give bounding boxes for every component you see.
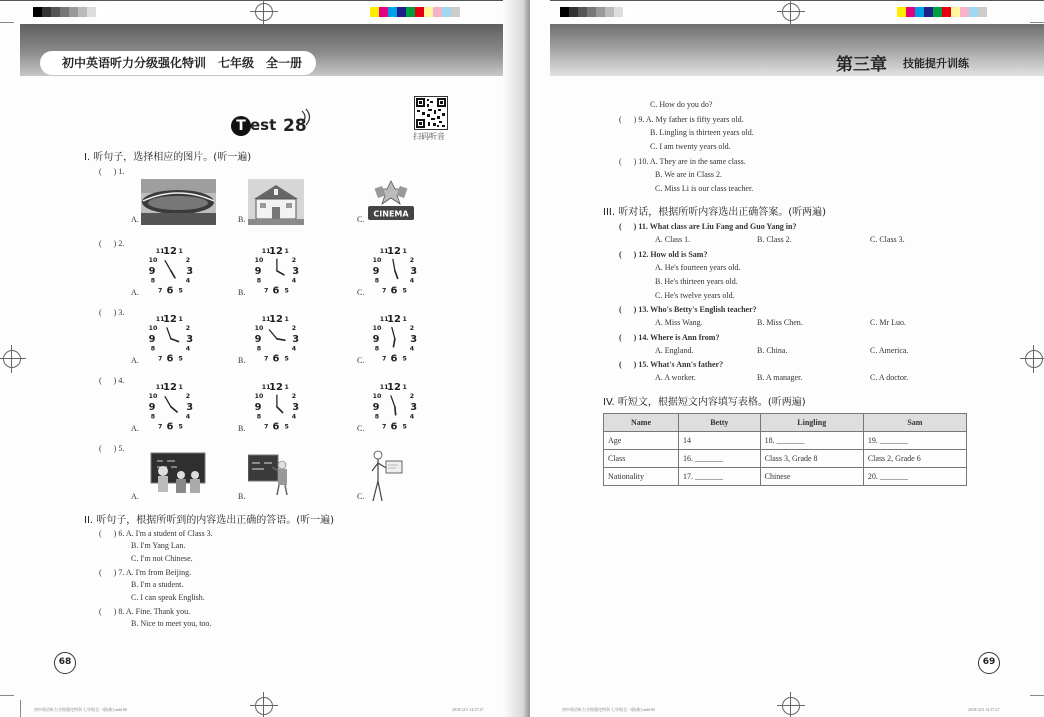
qr-code-icon[interactable] — [414, 96, 448, 130]
question-13-option-b: B. Miss Chen. — [757, 318, 803, 327]
option-a: A. — [131, 215, 139, 224]
clock-number: 9 — [148, 333, 156, 345]
clock-number: 6 — [166, 285, 174, 295]
registration-mark — [3, 350, 21, 368]
question-11-option-b: B. Class 2. — [757, 235, 792, 244]
color-swatch — [406, 7, 415, 17]
color-swatch — [906, 7, 915, 17]
registration-mark — [255, 3, 273, 21]
table-cell: Class 2, Grade 6 — [863, 450, 966, 468]
option-b: B. — [238, 356, 246, 365]
clock-number: 12 — [163, 246, 177, 258]
question-14: ( ) 14. Where is Ann from? — [619, 333, 720, 342]
color-swatch — [924, 7, 933, 17]
clock-face — [140, 243, 200, 295]
question-12-option-a: A. He's fourteen years old. — [655, 263, 741, 272]
clock-number: 8 — [374, 345, 380, 353]
clock-number: 5 — [284, 287, 289, 295]
clock-hand — [171, 339, 179, 342]
question-15: ( ) 15. What's Ann's father? — [619, 360, 724, 369]
question-12-option-b: B. He's thirteen years old. — [655, 277, 738, 286]
color-swatch — [578, 7, 587, 17]
color-swatch — [388, 7, 397, 17]
clock-number: 4 — [185, 277, 191, 285]
clock-number: 9 — [372, 265, 380, 277]
table-cell: Class 3, Grade 8 — [760, 450, 863, 468]
clock-number: 7 — [381, 355, 387, 363]
trim-line — [0, 0, 503, 1]
clock-number: 3 — [292, 265, 300, 277]
clock-number: 6 — [272, 353, 280, 363]
clock-number: 6 — [272, 285, 280, 295]
clock-number: 12 — [269, 382, 283, 394]
question-11-option-a: A. Class 1. — [655, 235, 691, 244]
clock-number: 8 — [374, 277, 380, 285]
school-building-image — [248, 179, 304, 225]
clock-number: 1 — [284, 316, 289, 324]
question-11-option-c: C. Class 3. — [870, 235, 905, 244]
clock-number: 12 — [163, 382, 177, 394]
option-c: C. — [357, 215, 365, 224]
clock-number: 9 — [148, 265, 156, 277]
color-swatch — [424, 7, 433, 17]
table-cell[interactable]: 17. _______ — [679, 468, 761, 486]
clock-number: 10 — [254, 393, 264, 401]
table-cell: Age — [604, 432, 679, 450]
clock-number: 11 — [155, 384, 165, 392]
clock-hand — [269, 330, 276, 339]
question-8: ( ) 8. A. Fine. Thank you. — [99, 607, 191, 616]
page-number: 68 — [54, 652, 76, 674]
clock-number: 12 — [387, 246, 401, 258]
clock-number: 10 — [254, 257, 264, 265]
color-swatch — [442, 7, 451, 17]
option-c: C. — [357, 424, 365, 433]
question-3: ( ) 3. — [99, 308, 125, 317]
clock-number: 2 — [185, 325, 191, 333]
table-header: Lingling — [760, 414, 863, 432]
clock-number: 6 — [390, 285, 398, 295]
clock-number: 5 — [178, 355, 183, 363]
clock-number: 4 — [185, 345, 191, 353]
question-15-option-a: A. A worker. — [655, 373, 696, 382]
question-2: ( ) 2. — [99, 239, 125, 248]
clock-number: 2 — [291, 393, 297, 401]
option-a: A. — [131, 356, 139, 365]
registration-mark — [255, 697, 273, 715]
color-swatch — [587, 7, 596, 17]
registration-mark — [782, 3, 800, 21]
color-swatch — [951, 7, 960, 17]
table-cell: 14 — [679, 432, 761, 450]
clock-number: 3 — [186, 265, 194, 277]
book-title: 初中英语听力分级强化特训 七年级 全一册 — [40, 51, 316, 75]
clock-number: 12 — [163, 314, 177, 326]
question-10-option-b: B. We are in Class 2. — [655, 170, 722, 179]
clock-number: 5 — [402, 287, 407, 295]
question-13-option-a: A. Miss Wang. — [655, 318, 703, 327]
page-number: 69 — [978, 652, 1000, 674]
color-swatch — [614, 7, 623, 17]
clock-number: 3 — [292, 401, 300, 413]
footer-date: 2018/12/3 14:37:27 — [968, 707, 1000, 712]
clock-number: 1 — [284, 248, 289, 256]
trim-line — [550, 0, 1044, 1]
clock-number: 10 — [372, 325, 382, 333]
registration-mark — [782, 697, 800, 715]
color-bar — [897, 7, 987, 17]
question-7-option-c: C. I can speak English. — [131, 593, 205, 602]
clock-number: 1 — [402, 384, 407, 392]
table-header-row — [604, 414, 967, 432]
clock-number: 7 — [157, 423, 163, 431]
option-c: C. — [357, 492, 365, 501]
clock-number: 4 — [291, 277, 297, 285]
section-3-heading: III. 听对话，根据所听内容选出正确答案。(听两遍) — [603, 207, 827, 218]
option-b: B. — [238, 288, 246, 297]
clock-number: 11 — [379, 316, 389, 324]
color-swatch — [969, 7, 978, 17]
clock-number: 9 — [254, 333, 262, 345]
clock-number: 4 — [291, 345, 297, 353]
option-a: A. — [131, 288, 139, 297]
clock-hand — [393, 339, 394, 347]
question-9-option-c: C. I am twenty years old. — [650, 142, 731, 151]
clock-face — [364, 311, 424, 363]
clock-number: 4 — [409, 277, 415, 285]
question-13: ( ) 13. Who's Betty's English teacher? — [619, 305, 757, 314]
clock-number: 9 — [372, 333, 380, 345]
clock-number: 12 — [269, 246, 283, 258]
question-8-option-c: C. How do you do? — [650, 100, 713, 109]
clock-number: 1 — [402, 248, 407, 256]
chapter-title: 第三章 — [836, 55, 887, 75]
color-swatch — [960, 7, 969, 17]
clock-number: 2 — [409, 325, 415, 333]
option-a: A. — [131, 424, 139, 433]
table-cell: Class — [604, 450, 679, 468]
man-reading-image — [366, 449, 406, 505]
color-swatch — [370, 7, 379, 17]
clock-number: 10 — [148, 257, 158, 265]
question-14-option-a: A. England. — [655, 346, 694, 355]
clock-hand — [171, 271, 175, 278]
clock-hand — [395, 407, 396, 415]
clock-number: 8 — [256, 413, 262, 421]
clock-number: 11 — [155, 316, 165, 324]
right-page — [530, 0, 1044, 717]
question-7: ( ) 7. A. I'm from Beijing. — [99, 568, 192, 577]
color-swatch — [433, 7, 442, 17]
color-swatch — [33, 7, 42, 17]
clock-number: 12 — [387, 314, 401, 326]
test-label: est — [250, 116, 277, 134]
clock-number: 8 — [150, 345, 156, 353]
info-table — [603, 413, 967, 486]
question-10: ( ) 10. A. They are in the same class. — [619, 157, 746, 166]
footer-file: 初中英语听力分级强化特训 七年级全一册(新).indd 69 — [562, 707, 655, 712]
clock-number: 2 — [291, 325, 297, 333]
question-5: ( ) 5. — [99, 444, 125, 453]
clock-number: 9 — [254, 401, 262, 413]
color-swatch — [978, 7, 987, 17]
cinema-sign-image — [366, 179, 416, 225]
crop-mark — [1030, 22, 1044, 23]
footer-file: 初中英语听力分级强化特训 七年级全一册(新).indd 68 — [34, 707, 127, 712]
chapter-subtitle: 技能提升训练 — [903, 57, 969, 70]
clock-number: 9 — [372, 401, 380, 413]
option-b: B. — [238, 492, 246, 501]
clock-hand — [277, 271, 284, 275]
clock-number: 1 — [284, 384, 289, 392]
clock-number: 6 — [390, 421, 398, 431]
clock-number: 7 — [381, 423, 387, 431]
footer-date: 2018/12/3 14:37:27 — [452, 707, 484, 712]
clock-number: 4 — [291, 413, 297, 421]
color-bar — [370, 7, 460, 17]
question-10-option-c: C. Miss Li is our class teacher. — [655, 184, 754, 193]
color-swatch — [69, 7, 78, 17]
clock-number: 11 — [261, 248, 271, 256]
clock-number: 1 — [178, 248, 183, 256]
clock-face — [246, 243, 306, 295]
color-swatch — [397, 7, 406, 17]
clock-number: 9 — [148, 401, 156, 413]
clock-hand — [165, 261, 171, 271]
clock-face — [140, 379, 200, 431]
clock-number: 2 — [409, 257, 415, 265]
sound-wave-icon — [300, 108, 314, 126]
stadium-image — [141, 179, 216, 225]
clock-number: 11 — [379, 248, 389, 256]
clock-number: 3 — [410, 333, 418, 345]
color-swatch — [897, 7, 906, 17]
crop-mark — [0, 695, 14, 696]
question-6-option-c: C. I'm not Chinese. — [131, 554, 193, 563]
color-swatch — [451, 7, 460, 17]
clock-number: 2 — [409, 393, 415, 401]
clock-number: 11 — [261, 384, 271, 392]
table-header: Name — [604, 414, 679, 432]
question-4: ( ) 4. — [99, 376, 125, 385]
clock-number: 7 — [263, 423, 269, 431]
clock-number: 10 — [254, 325, 264, 333]
question-14-option-b: B. China. — [757, 346, 788, 355]
table-cell[interactable]: 18. _______ — [760, 432, 863, 450]
clock-number: 5 — [284, 355, 289, 363]
clock-number: 3 — [186, 401, 194, 413]
option-b: B. — [238, 424, 246, 433]
color-swatch — [942, 7, 951, 17]
clock-hand — [165, 397, 171, 407]
clock-number: 4 — [185, 413, 191, 421]
crop-mark — [0, 22, 14, 23]
clock-number: 6 — [166, 353, 174, 363]
question-12-option-c: C. He's twelve years old. — [655, 291, 735, 300]
clock-hand — [395, 271, 398, 279]
question-1: ( ) 1. — [99, 167, 125, 176]
table-cell: Nationality — [604, 468, 679, 486]
table-cell: Chinese — [760, 468, 863, 486]
clock-number: 1 — [402, 316, 407, 324]
test-badge: T — [231, 116, 251, 136]
header-band — [550, 24, 1044, 76]
clock-number: 10 — [372, 257, 382, 265]
clock-number: 3 — [292, 333, 300, 345]
clock-hand — [391, 396, 395, 407]
clock-number: 6 — [166, 421, 174, 431]
question-6-option-b: B. I'm Yang Lan. — [131, 541, 186, 550]
clock-face — [364, 379, 424, 431]
clock-number: 2 — [291, 257, 297, 265]
clock-hand — [392, 328, 395, 339]
grayscale-bar — [33, 7, 105, 17]
question-8-option-b: B. Nice to meet you, too. — [131, 619, 212, 628]
test-number: 28 — [283, 116, 307, 136]
cinema-sign-text: CINEMA — [373, 209, 409, 219]
clock-number: 6 — [272, 421, 280, 431]
clock-face — [246, 311, 306, 363]
clock-face — [364, 243, 424, 295]
option-c: C. — [357, 288, 365, 297]
question-12: ( ) 12. How old is Sam? — [619, 250, 708, 259]
clock-number: 8 — [256, 277, 262, 285]
crop-mark — [20, 700, 21, 717]
clock-number: 10 — [148, 393, 158, 401]
clock-number: 5 — [402, 423, 407, 431]
clock-number: 7 — [263, 287, 269, 295]
clock-number: 1 — [178, 316, 183, 324]
clock-number: 8 — [256, 345, 262, 353]
color-swatch — [96, 7, 105, 17]
color-swatch — [60, 7, 69, 17]
section-1-heading: I. 听句子，选择相应的图片。(听一遍) — [84, 152, 252, 163]
table-header: Sam — [863, 414, 966, 432]
clock-number: 5 — [178, 423, 183, 431]
clock-number: 8 — [150, 277, 156, 285]
option-b: B. — [238, 215, 246, 224]
color-swatch — [379, 7, 388, 17]
clock-number: 6 — [390, 353, 398, 363]
question-15-option-c: C. A doctor. — [870, 373, 909, 382]
clock-number: 11 — [261, 316, 271, 324]
clock-number: 4 — [409, 413, 415, 421]
clock-hand — [277, 339, 285, 340]
section-2-heading: II. 听句子，根据所听到的内容选出正确的答语。(听一遍) — [84, 515, 335, 526]
question-11: ( ) 11. What class are Liu Fang and Guo Yang in? — [619, 222, 797, 231]
clock-hand — [277, 407, 283, 413]
clock-number: 8 — [374, 413, 380, 421]
clock-number: 1 — [178, 384, 183, 392]
question-13-option-c: C. Mr Luo. — [870, 318, 906, 327]
clock-number: 9 — [254, 265, 262, 277]
blackboard-student-image — [248, 451, 290, 497]
table-row — [604, 432, 967, 450]
clock-number: 2 — [185, 393, 191, 401]
clock-number: 10 — [372, 393, 382, 401]
clock-number: 7 — [157, 355, 163, 363]
clock-hand — [393, 259, 395, 270]
option-a: A. — [131, 492, 139, 501]
color-swatch — [78, 7, 87, 17]
table-cell[interactable]: 19. _______ — [863, 432, 966, 450]
clock-number: 5 — [402, 355, 407, 363]
qr-caption: 扫码听音 — [413, 132, 445, 141]
color-swatch — [51, 7, 60, 17]
clock-number: 12 — [387, 382, 401, 394]
crop-mark — [1030, 695, 1044, 696]
table-header: Betty — [679, 414, 761, 432]
clock-number: 3 — [186, 333, 194, 345]
clock-face — [246, 379, 306, 431]
clock-hand — [171, 407, 177, 412]
table-row — [604, 468, 967, 486]
color-swatch — [569, 7, 578, 17]
question-7-option-b: B. I'm a student. — [131, 580, 184, 589]
question-9-option-b: B. Lingling is thirteen years old. — [650, 128, 754, 137]
clock-number: 11 — [379, 384, 389, 392]
clock-number: 4 — [409, 345, 415, 353]
clock-number: 3 — [410, 401, 418, 413]
clock-number: 7 — [263, 355, 269, 363]
table-cell[interactable]: 16. _______ — [679, 450, 761, 468]
clock-number: 5 — [284, 423, 289, 431]
question-6: ( ) 6. A. I'm a student of Class 3. — [99, 529, 213, 538]
color-swatch — [605, 7, 614, 17]
clock-number: 2 — [185, 257, 191, 265]
clock-face — [140, 311, 200, 363]
clock-number: 7 — [157, 287, 163, 295]
clock-number: 12 — [269, 314, 283, 326]
clock-number: 8 — [150, 413, 156, 421]
color-swatch — [623, 7, 632, 17]
grayscale-bar — [560, 7, 632, 17]
color-swatch — [560, 7, 569, 17]
clock-number: 11 — [155, 248, 165, 256]
question-14-option-c: C. America. — [870, 346, 909, 355]
table-row — [604, 450, 967, 468]
option-c: C. — [357, 356, 365, 365]
color-swatch — [933, 7, 942, 17]
clock-number: 5 — [178, 287, 183, 295]
clock-hand — [167, 328, 171, 339]
clock-number: 7 — [381, 287, 387, 295]
color-swatch — [415, 7, 424, 17]
question-15-option-b: B. A manager. — [757, 373, 803, 382]
registration-mark — [1025, 350, 1043, 368]
color-swatch — [87, 7, 96, 17]
classroom-teacher-image — [141, 451, 207, 497]
clock-number: 10 — [148, 325, 158, 333]
section-4-heading: IV. 听短文，根据短文内容填写表格。(听两遍) — [603, 397, 806, 408]
color-swatch — [42, 7, 51, 17]
question-9: ( ) 9. A. My father is fifty years old. — [619, 115, 744, 124]
clock-number: 3 — [410, 265, 418, 277]
color-swatch — [915, 7, 924, 17]
table-cell[interactable]: 20. _______ — [863, 468, 966, 486]
color-swatch — [596, 7, 605, 17]
